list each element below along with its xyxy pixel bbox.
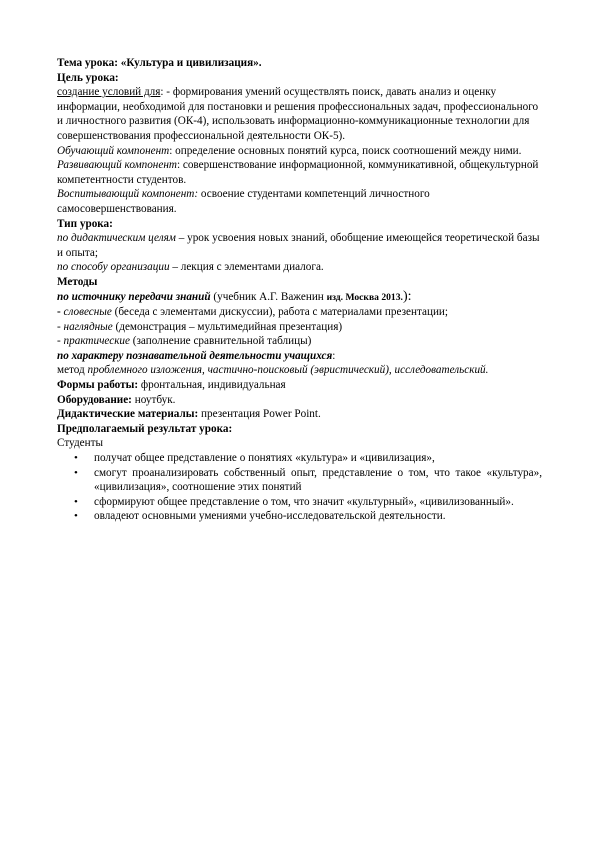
lesson-topic: Тема урока: «Культура и цивилизация». bbox=[57, 57, 262, 69]
activity-colon: : bbox=[332, 349, 336, 362]
method-prefix: - bbox=[57, 306, 64, 319]
forms-line bbox=[57, 378, 542, 393]
lesson-plan-document bbox=[57, 56, 542, 524]
goal-underlined: создание условий для bbox=[57, 86, 161, 99]
method-visual bbox=[57, 320, 542, 335]
type-organization bbox=[57, 260, 542, 275]
goal-text: : - формирования умений осуществлять поиск, давать анализ и оценку информации, необходимой для постановки и решения профессиональных задач, профессионального и личностного развития (ОК-4), использовать информационно-коммуникационные технологии для совершенствования профессиональной деятельности ОК-5). bbox=[57, 86, 539, 142]
component-text: : совершенствование информационной, коммуникативной, общекультурной компетентности студентов. bbox=[57, 159, 539, 186]
result-text: получат общее представление о понятиях «культура» и «цивилизация», bbox=[94, 452, 435, 465]
component-text: освоение студентами компетенций личностного самосовершенствования. bbox=[57, 188, 430, 215]
activity-label: по характеру познавательной деятельности учащихся bbox=[57, 349, 333, 362]
activity-prefix: метод bbox=[57, 364, 88, 377]
students-label: Студенты bbox=[57, 437, 103, 450]
materials-line bbox=[57, 407, 542, 422]
methods-source bbox=[57, 290, 542, 306]
result-text: овладеют основными умениями учебно-исследовательской деятельности. bbox=[94, 510, 446, 523]
goal-heading: Цель урока: bbox=[57, 71, 119, 84]
type-text: – лекция с элементами диалога. bbox=[169, 261, 324, 274]
method-text: (демонстрация – мультимедийная презентация) bbox=[112, 320, 343, 333]
type-text: – урок усвоения новых знаний, обобщение имеющейся теоретической базы и опыта; bbox=[57, 232, 540, 259]
component-text: : определение основных понятий курса, поиск соотношений между ними. bbox=[169, 144, 522, 157]
component-educating bbox=[57, 187, 542, 216]
component-label: Развивающий компонент bbox=[57, 159, 177, 172]
methods-source-text: (учебник А.Г. Важенин bbox=[210, 290, 327, 303]
activity-methods bbox=[57, 363, 542, 378]
type-didactic bbox=[57, 231, 542, 260]
result-heading: Предполагаемый результат урока: bbox=[57, 422, 233, 435]
method-text: (беседа с элементами дискуссии), работа с материалами презентации; bbox=[111, 306, 449, 319]
type-label: по дидактическим целям bbox=[57, 232, 176, 245]
method-text: (заполнение сравнительной таблицы) bbox=[129, 335, 312, 348]
methods-source-label: по источнику передачи знаний bbox=[57, 290, 211, 303]
materials-label: Дидактические материалы: bbox=[57, 408, 199, 421]
method-label: словесные bbox=[63, 306, 112, 319]
methods-heading: Методы bbox=[57, 275, 98, 288]
component-label: Воспитывающий компонент: bbox=[57, 188, 199, 201]
list-item bbox=[57, 451, 542, 466]
method-label: наглядные bbox=[63, 320, 113, 333]
list-item bbox=[57, 495, 542, 510]
method-prefix: - bbox=[57, 335, 64, 348]
list-item bbox=[57, 509, 542, 524]
method-practical bbox=[57, 334, 542, 349]
materials-text: презентация Power Point. bbox=[198, 408, 321, 421]
forms-label: Формы работы: bbox=[57, 379, 139, 392]
methods-source-small: изд. Москва 2013. bbox=[326, 291, 403, 303]
component-teaching bbox=[57, 144, 542, 159]
goal-paragraph bbox=[57, 85, 542, 143]
activity-heading bbox=[57, 349, 542, 364]
component-label: Обучающий компонент bbox=[57, 144, 170, 157]
type-label: по способу организации bbox=[57, 261, 170, 274]
component-developing bbox=[57, 158, 542, 187]
equipment-text: ноутбук. bbox=[131, 393, 176, 406]
forms-text: фронтальная, индивидуальная bbox=[138, 379, 286, 392]
bullet-icon: • bbox=[74, 466, 78, 479]
equipment-label: Оборудование: bbox=[57, 393, 132, 406]
results-list bbox=[57, 451, 542, 524]
result-text: сформируют общее представление о том, что значит «культурный», «цивилизованный». bbox=[94, 495, 514, 508]
activity-text: проблемного изложения, частично-поисковый (эвристический), исследовательский. bbox=[87, 364, 489, 377]
result-text: смогут проанализировать собственный опыт, представление о том, что такое «культура», «цивилизация», соотношение этих понятий bbox=[94, 466, 542, 494]
list-item bbox=[57, 466, 542, 495]
bullet-icon: • bbox=[74, 510, 78, 523]
method-prefix: - bbox=[57, 320, 64, 333]
method-label: практические bbox=[63, 335, 130, 348]
method-verbal bbox=[57, 305, 542, 320]
equipment-line bbox=[57, 393, 542, 408]
type-heading: Тип урока: bbox=[57, 217, 113, 230]
methods-source-paren: ): bbox=[402, 288, 412, 304]
bullet-icon: • bbox=[74, 452, 78, 465]
bullet-icon: • bbox=[74, 495, 78, 508]
